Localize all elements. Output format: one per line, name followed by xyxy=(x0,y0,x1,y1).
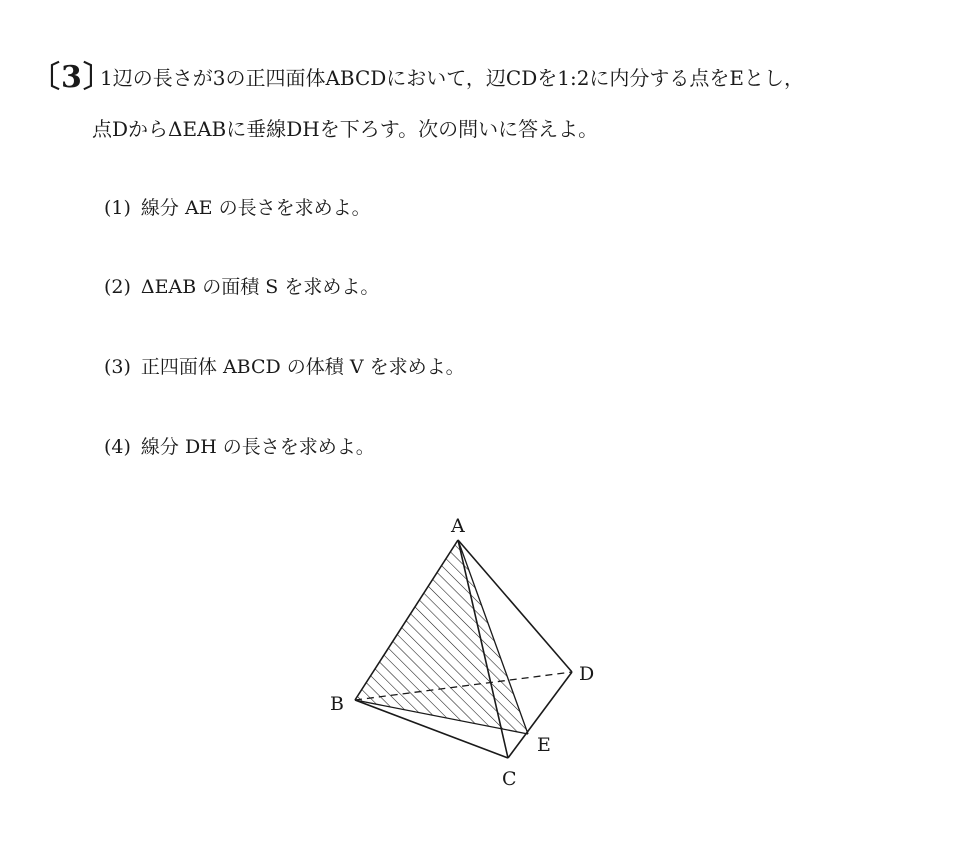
vertex-label-d: D xyxy=(579,663,595,685)
question-number: (4) xyxy=(104,436,131,458)
question-number: (2) xyxy=(104,276,131,298)
vertex-label-e: E xyxy=(537,734,551,756)
question-text: 正四面体 ABCD の体積 V を求めよ。 xyxy=(140,356,465,378)
question-number: (1) xyxy=(104,197,131,219)
vertex-label-a: A xyxy=(451,515,465,537)
question-text: 線分 DH の長さを求めよ。 xyxy=(140,436,375,458)
question-text: ΔEAB の面積 S を求めよ。 xyxy=(140,276,380,298)
vertex-label-c: C xyxy=(502,768,517,790)
question-text: 線分 AE の長さを求めよ。 xyxy=(140,197,371,219)
question-number: (3) xyxy=(104,356,131,378)
vertex-label-b: B xyxy=(330,693,344,715)
problem-stem-line-2: 点DからΔEABに垂線DHを下ろす。次の問いに答えよ。 xyxy=(92,117,599,141)
problem-stem-line-1: 1辺の長さが3の正四面体ABCDにおいて，辺CDを1:2に内分する点をEとし， xyxy=(100,66,805,90)
problem-number: 〔3〕 xyxy=(30,60,114,95)
